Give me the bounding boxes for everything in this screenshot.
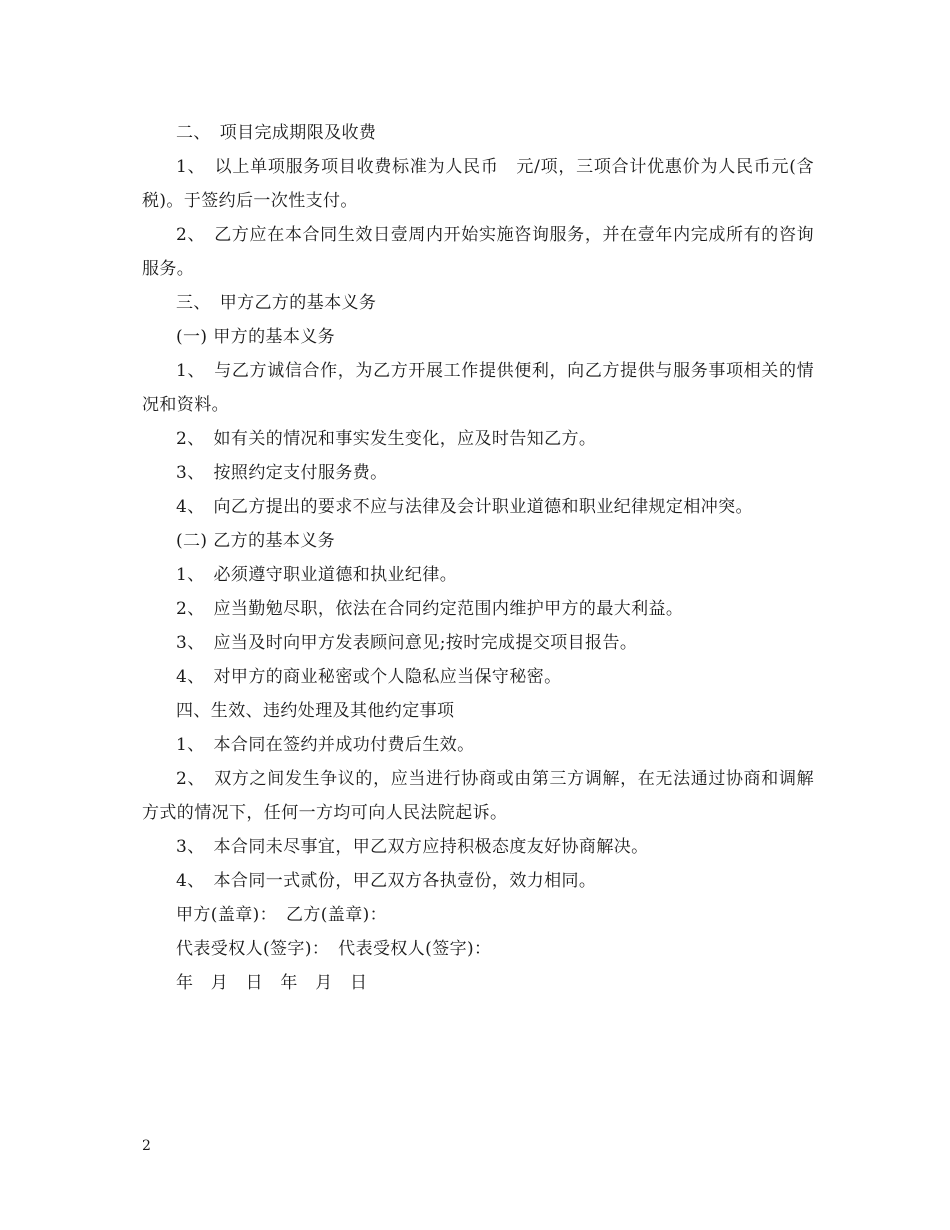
signature-line: 代表受权人(签字)： 代表受权人(签字)： — [176, 939, 492, 959]
clause-2-1: 1、 以上单项服务项目收费标准为人民币 元/项，三项合计优惠价为人民币元(含税)。于签约后一次性支付。 — [142, 157, 814, 211]
clause-b-4: 4、 对甲方的商业秘密或个人隐私应当保守秘密。 — [176, 667, 562, 687]
clause-4-2: 2、 双方之间发生争议的，应当进行协商或由第三方调解，在无法通过协商和调解方式的情况下，任何一方均可向人民法院起诉。 — [142, 769, 814, 823]
clause-4-4: 4、 本合同一式贰份，甲乙双方各执壹份，效力相同。 — [176, 871, 597, 891]
document-body — [142, 116, 814, 1000]
clause-b-2: 2、 应当勤勉尽职，依法在合同约定范围内维护甲方的最大利益。 — [176, 599, 684, 619]
clause-b-1: 1、 必须遵守职业道德和执业纪律。 — [176, 565, 458, 585]
subsection-party-a: (一) 甲方的基本义务 — [176, 327, 336, 347]
clause-4-1: 1、 本合同在签约并成功付费后生效。 — [176, 735, 475, 755]
section-heading-3: 三、 甲方乙方的基本义务 — [176, 293, 377, 313]
clause-a-3: 3、 按照约定支付服务费。 — [176, 463, 388, 483]
subsection-party-b: (二) 乙方的基本义务 — [176, 531, 336, 551]
clause-a-2: 2、 如有关的情况和事实发生变化，应及时告知乙方。 — [176, 429, 597, 449]
date-line: 年 月 日 年 月 日 — [176, 973, 368, 993]
clause-4-3: 3、 本合同未尽事宜，甲乙双方应持积极态度友好协商解决。 — [176, 837, 649, 857]
clause-a-1: 1、 与乙方诚信合作，为乙方开展工作提供便利，向乙方提供与服务事项相关的情况和资料。 — [142, 361, 814, 415]
seal-line: 甲方(盖章)： 乙方(盖章)： — [176, 905, 388, 925]
section-heading-2: 二、 项目完成期限及收费 — [176, 123, 377, 143]
clause-a-4: 4、 向乙方提出的要求不应与法律及会计职业道德和职业纪律规定相冲突。 — [176, 497, 753, 517]
clause-b-3: 3、 应当及时向甲方发表顾问意见;按时完成提交项目报告。 — [176, 633, 638, 653]
clause-2-2: 2、 乙方应在本合同生效日壹周内开始实施咨询服务，并在壹年内完成所有的咨询服务。 — [142, 225, 814, 279]
section-heading-4: 四、生效、违约处理及其他约定事项 — [176, 701, 455, 721]
page-number: 2 — [142, 1138, 151, 1154]
